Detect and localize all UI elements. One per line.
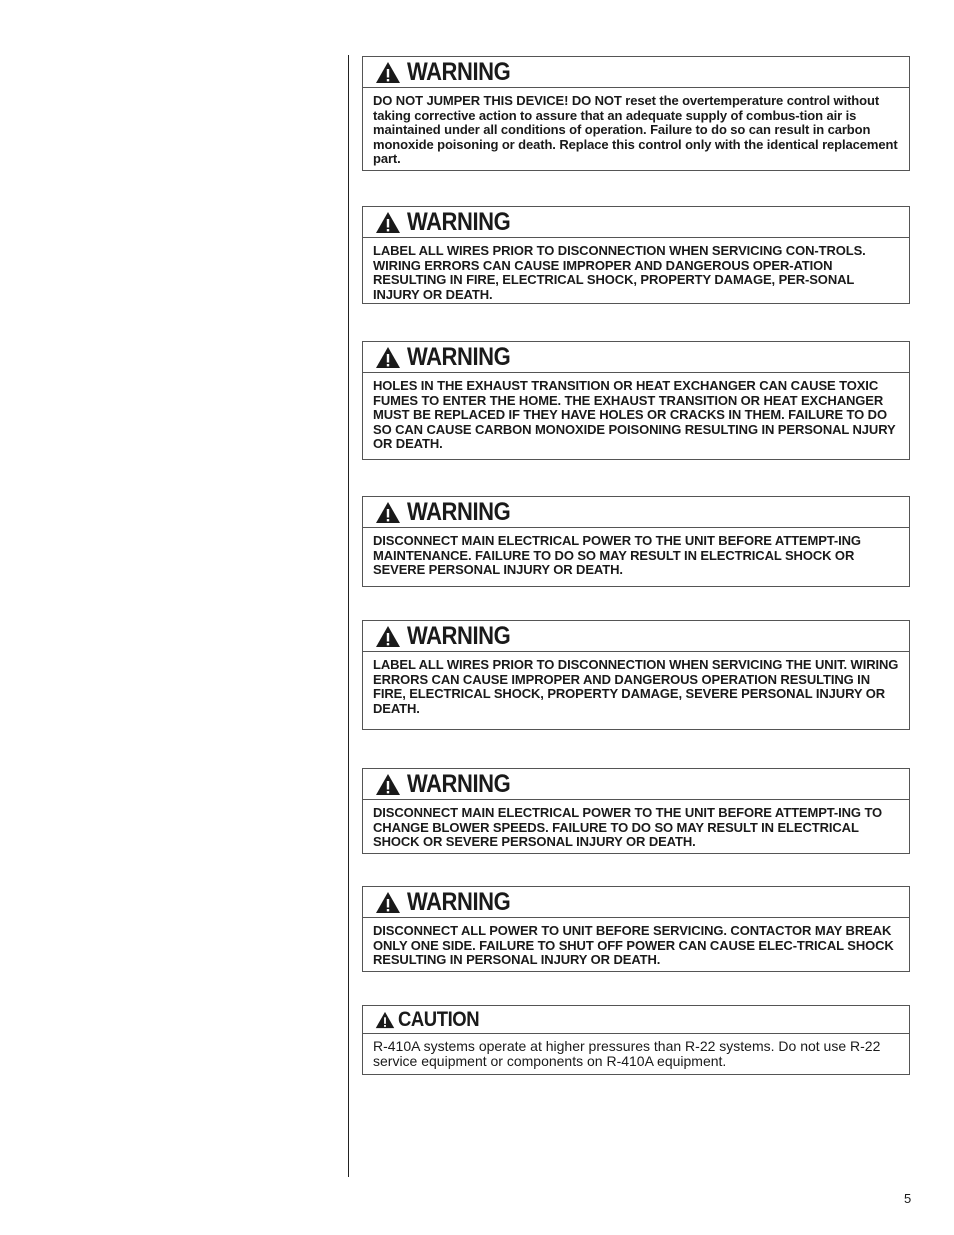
warning-triangle-icon xyxy=(375,1011,395,1029)
warning-header xyxy=(363,57,909,88)
warning-triangle-icon xyxy=(375,61,401,84)
caution-text: R-410A systems operate at higher pressures than R-22 systems. Do not use R-22 service equipment or components on R-410A equipment. xyxy=(373,1038,881,1069)
warning-header xyxy=(363,769,909,800)
warning-triangle-icon xyxy=(375,891,401,914)
column-divider xyxy=(348,55,349,1177)
warning-title: WARNING xyxy=(407,342,511,371)
warning-box-exhaust-holes xyxy=(362,341,910,460)
warning-text: DISCONNECT MAIN ELECTRICAL POWER TO THE UNIT BEFORE ATTEMPT-ING TO CHANGE BLOWER SPEEDS. FAILURE TO DO SO MAY RESULT IN ELECTRICAL SHOCK OR SEVERE PERSONAL INJURY OR DEATH. xyxy=(373,805,883,850)
warning-title: WARNING xyxy=(407,57,511,86)
warning-triangle-icon xyxy=(375,346,401,369)
caution-header xyxy=(363,1006,909,1034)
warning-triangle-icon xyxy=(375,773,401,796)
warning-box-disconnect-maintenance xyxy=(362,496,910,587)
warning-title: WARNING xyxy=(407,887,511,916)
warning-title: WARNING xyxy=(407,207,511,236)
warning-title: WARNING xyxy=(407,621,511,650)
warning-box-blower-speeds xyxy=(362,768,910,854)
warning-header xyxy=(363,497,909,528)
warning-text: HOLES IN THE EXHAUST TRANSITION OR HEAT EXCHANGER CAN CAUSE TOXIC FUMES TO ENTER THE HOME. THE EXHAUST TRANSITION OR HEAT EXCHANGER MUST BE REPLACED IF THEY HAVE HOLES OR CRACKS IN THEM. FAILURE TO DO SO CAN CAUSE CARBON MONOXIDE POISONING RESULTING IN PERSONAL NJURY OR DEATH. xyxy=(373,378,896,452)
warning-header xyxy=(363,887,909,918)
warning-text: DISCONNECT MAIN ELECTRICAL POWER TO THE UNIT BEFORE ATTEMPT-ING MAINTENANCE. FAILURE TO DO SO MAY RESULT IN ELECTRICAL SHOCK OR SEVERE PERSONAL INJURY OR DEATH. xyxy=(373,533,861,578)
warning-text: LABEL ALL WIRES PRIOR TO DISCONNECTION WHEN SERVICING THE UNIT. WIRING ERRORS CAN CAUSE IMPROPER AND DANGEROUS OPERATION RESULTING IN FIRE, ELECTRICAL SHOCK, PROPERTY DAMAGE, SEVERE PERSONAL INJURY OR DEATH. xyxy=(373,657,899,716)
warning-triangle-icon xyxy=(375,625,401,648)
warning-box-contactor xyxy=(362,886,910,972)
warning-header xyxy=(363,342,909,373)
caution-box-r410a xyxy=(362,1005,910,1075)
warning-header xyxy=(363,621,909,652)
caution-title: CAUTION xyxy=(398,1007,480,1031)
page-number: 5 xyxy=(904,1191,912,1206)
warning-box-label-wires-controls xyxy=(362,206,910,304)
warning-header xyxy=(363,207,909,238)
warning-triangle-icon xyxy=(375,501,401,524)
warning-box-label-wires-unit xyxy=(362,620,910,730)
warning-triangle-icon xyxy=(375,211,401,234)
warning-text: LABEL ALL WIRES PRIOR TO DISCONNECTION WHEN SERVICING CON-TROLS. WIRING ERRORS CAN CAUSE IMPROPER AND DANGEROUS OPER-ATION RESULTING IN FIRE, ELECTRICAL SHOCK, PROPERTY DAMAGE, PER-SONAL INJURY OR DEATH. xyxy=(373,243,866,302)
warning-title: WARNING xyxy=(407,497,511,526)
warning-text: DO NOT JUMPER THIS DEVICE! DO NOT reset the overtemperature control without taking corrective action to assure that an adequate supply of combus-tion air is maintained under all conditions of operation. Failure to do so can result in carbon monoxide poisoning or death. Replace this control only with the identical replacement part. xyxy=(373,93,898,167)
warning-box-overtemperature xyxy=(362,56,910,171)
warning-text: DISCONNECT ALL POWER TO UNIT BEFORE SERVICING. CONTACTOR MAY BREAK ONLY ONE SIDE. FAILURE TO SHUT OFF POWER CAN CAUSE ELEC-TRICAL SHOCK RESULTING IN PERSONAL INJURY OR DEATH. xyxy=(373,923,894,968)
warning-title: WARNING xyxy=(407,769,511,798)
